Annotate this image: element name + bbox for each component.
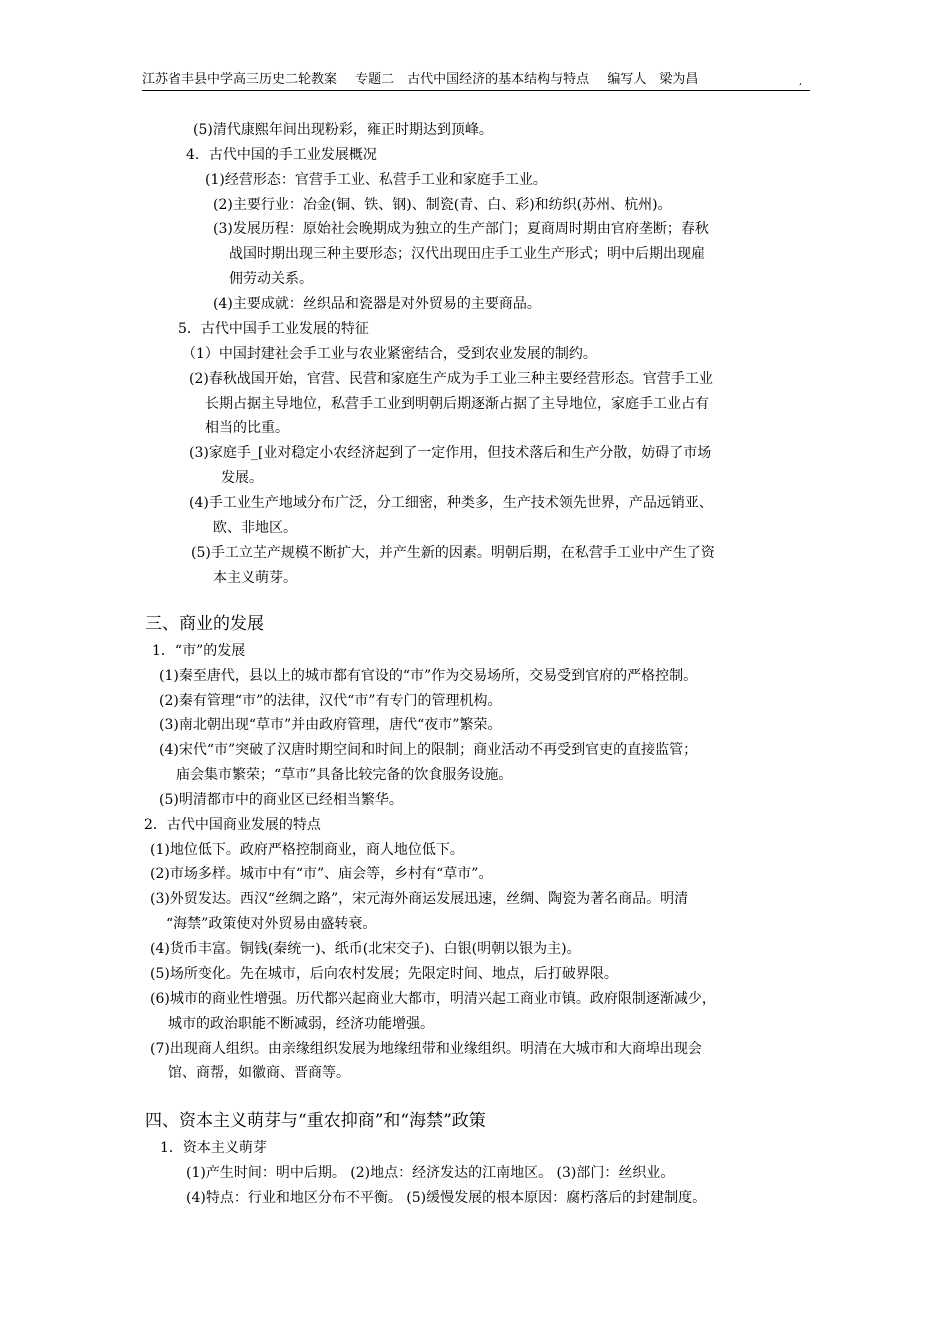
page-header <box>142 70 810 91</box>
text-line: 战国时期出现三种主要形态；汉代出现田庄手工业生产形式；明中后期出现雇 <box>229 246 705 262</box>
text-line: (1)产生时间：明中后期。 (2)地点：经济发达的江南地区。 (3)部门：丝织业。 <box>186 1165 675 1181</box>
text-line: (3)发展历程：原始社会晚期成为独立的生产部门；夏商周时期由官府垄断；春秋 <box>213 221 709 237</box>
text-line: (2)主要行业：冶金(铜、铁、钢)、制瓷(青、白、彩)和纺织(苏州、杭州)。 <box>213 197 672 213</box>
text-line: (4)宋代“市”突破了汉唐时期空间和时间上的限制；商业活动不再受到官吏的直接监管； <box>159 742 698 758</box>
text-line: (3)南北朝出现“草市”并由政府管理，唐代“夜市”繁荣。 <box>159 717 502 733</box>
text-line: (4)主要成就：丝织品和瓷器是对外贸易的主要商品。 <box>213 296 541 312</box>
text-line: (2)秦有管理“市”的法律，汉代“市”有专门的管理机构。 <box>159 693 502 709</box>
text-line: 佣劳动关系。 <box>229 271 313 287</box>
text-line: 本主义萌芽。 <box>213 570 297 586</box>
text-line: （1）中国封建社会手工业与农业紧密结合，受到农业发展的制约。 <box>182 346 597 362</box>
text-line: “海禁”政策使对外贸易由盛转衰。 <box>166 916 377 932</box>
header-topic: 专题二 古代中国经济的基本结构与特点 <box>355 72 590 87</box>
header-school: 江苏省丰县中学高三历史二轮教案 <box>142 72 338 87</box>
text-line: (6)城市的商业性增强。历代都兴起商业大都市，明清兴起工商业市镇。政府限制逐渐减少， <box>150 991 716 1007</box>
section-heading: 三、商业的发展 <box>145 614 264 634</box>
text-line: 长期占据主导地位，私营手工业到明朝后期逐渐占据了主导地位，家庭手工业占有 <box>205 396 709 412</box>
text-line: (2)市场多样。城市中有“市”、庙会等，乡村有“草市”。 <box>150 866 493 882</box>
text-line: (1)秦至唐代，县以上的城市都有官设的“市”作为交易场所，交易受到官府的严格控制。 <box>159 668 698 684</box>
text-line: 庙会集市繁荣；“草市”具备比较完备的饮食服务设施。 <box>176 767 513 783</box>
text-line: (7)出现商人组织。由亲缘组织发展为地缘纽带和业缘组织。明清在大城市和大商埠出现会 <box>150 1041 702 1057</box>
subheading: 2．古代中国商业发展的特点 <box>144 817 321 833</box>
subheading: 4．古代中国的手工业发展概况 <box>186 147 377 163</box>
text-line: (4)货币丰富。铜钱(秦统一)、纸币(北宋交子)、白银(明朝以银为主)。 <box>150 941 581 957</box>
text-line: (1)经营形态：官营手工业、私营手工业和家庭手工业。 <box>205 172 547 188</box>
text-line: 发展。 <box>221 470 263 486</box>
text-line: 馆、商帮，如徽商、晋商等。 <box>168 1065 350 1081</box>
text-line: (5)清代康熙年间出现粉彩，雍正时期达到顶峰。 <box>193 122 493 138</box>
header-author: 编写人 梁为昌 <box>607 72 699 87</box>
text-line: 欧、非地区。 <box>213 520 297 536</box>
text-line: (4)特点：行业和地区分布不平衡。 (5)缓慢发展的根本原因：腐朽落后的封建制度。 <box>186 1190 707 1206</box>
text-line: (5)明清都市中的商业区已经相当繁华。 <box>159 792 403 808</box>
text-line: (3)家庭手_[业对稳定小农经济起到了一定作用，但技术落后和生产分散，妨碍了市场 <box>189 445 712 461</box>
subheading: 1．资本主义萌芽 <box>160 1140 267 1156</box>
subheading: 5．古代中国手工业发展的特征 <box>178 321 369 337</box>
text-line: (5)场所变化。先在城市，后向农村发展；先限定时间、地点，后打破界限。 <box>150 966 618 982</box>
text-line: (4)手工业生产地域分布广泛，分工细密，种类多，生产技术领先世界，产品远销亚、 <box>189 495 713 511</box>
text-line: (5)手工立芏产规模不断扩大，并产生新的因素。明朝后期，在私营手工业中产生了资 <box>191 545 715 561</box>
subheading: 1．“市”的发展 <box>152 643 246 659</box>
text-line: (3)外贸发达。西汉“丝绸之路”，宋元海外商运发展迅速，丝绸、陶瓷为著名商品。明清 <box>150 891 689 907</box>
header-mark: , <box>799 77 802 87</box>
text-line: (2)春秋战国开始，官营、民营和家庭生产成为手工业三种主要经营形态。官营手工业 <box>189 371 713 387</box>
text-line: (1)地位低下。政府严格控制商业，商人地位低下。 <box>150 842 464 858</box>
text-line: 相当的比重。 <box>205 420 289 436</box>
text-line: 城市的政治职能不断减弱，经济功能增强。 <box>168 1016 434 1032</box>
section-heading: 四、资本主义萌芽与“重农抑商”和“海禁”政策 <box>145 1111 486 1131</box>
